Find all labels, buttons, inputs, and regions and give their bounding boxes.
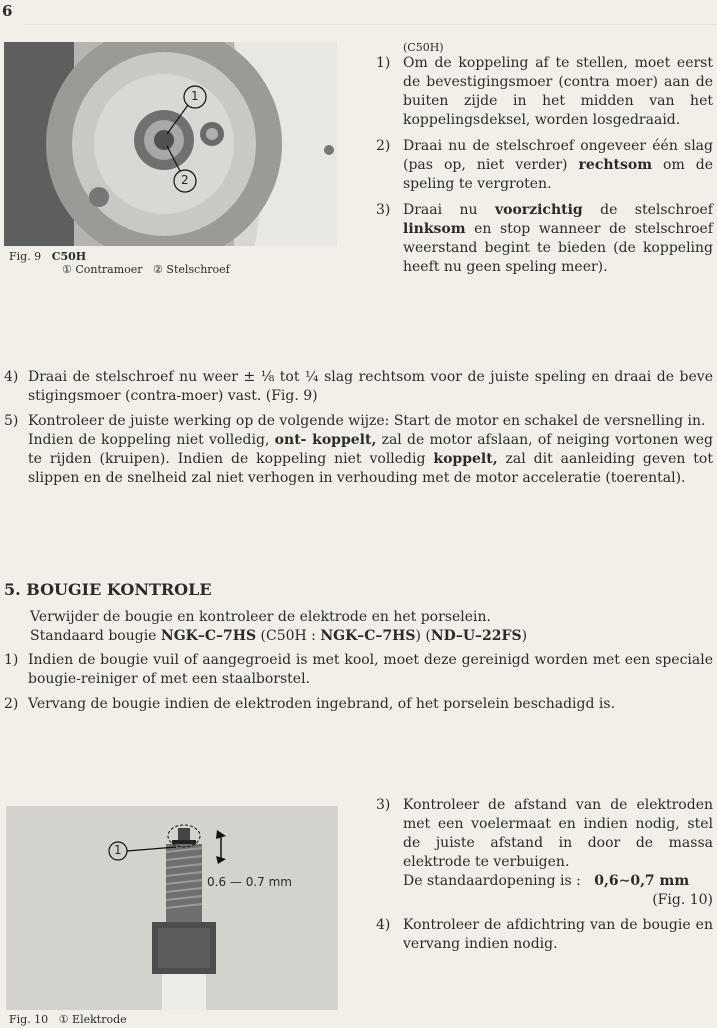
step-3-number: 3) [376, 202, 391, 218]
step-2-bold: rechtsom [578, 157, 653, 173]
section-5-heading: 5. BOUGIE KONTROLE [4, 580, 212, 599]
step-3-mid: de stelschroef [582, 202, 713, 218]
plug-step-2-number: 2) [4, 696, 19, 712]
fig9-caption-number [9, 250, 86, 264]
fig10-caption-label: Fig. 10 [9, 1013, 49, 1026]
step-3-text [403, 201, 713, 277]
fig10-legend: ① Elektrode [58, 1013, 127, 1026]
std-plug-2: NGK–C–7HS [320, 628, 416, 644]
step-3-pre: Draai nu [403, 202, 495, 218]
plug-step-1-number: 1) [4, 652, 19, 668]
standard-gap-value: 0,6∼0,7 mm [594, 873, 690, 889]
section-a-model: (C50H) [403, 41, 444, 54]
step-2 [376, 137, 713, 194]
step-5-text-1: Kontroleer de juiste werking op de volgende wijze: Start de motor en schakel de versnelling in. [28, 413, 706, 429]
section-b [4, 368, 713, 488]
std-mid2: ) ( [415, 628, 431, 644]
step-2-pre: Draai nu de stelschroef ongeveer één slag (pas op, niet verder) [403, 138, 713, 173]
step-4 [4, 368, 713, 406]
fig10-gap-label: 0.6 — 0.7 mm [207, 875, 292, 889]
step-3-post: en stop wanneer de stelschroef weerstand begint te bieden (de koppeling heeft nu geen speling meer). [403, 221, 713, 275]
step-5-post: zal dit aanleiding geven tot slippen en de snelheid zal niet verhogen in verhouding met de motor acceleratie (toerental). [28, 451, 713, 486]
plug-step-2-text: Vervang de bougie indien de elektroden ingebrand, of het porselein beschadigd is. [28, 696, 616, 712]
spark-plug-illustration [6, 806, 338, 1010]
clutch-cover-illustration [4, 42, 337, 248]
step-2-post: om de speling te vergroten. [403, 157, 713, 192]
fig9-caption-label: Fig. 9 [9, 250, 42, 263]
plug-step-1-text: Indien de bougie vuil of aangegroeid is met kool, moet deze gereinigd worden met een speciale bougie-reiniger of met een staalborstel. [28, 652, 713, 687]
plug-step-2 [4, 695, 713, 714]
std-post: ) [521, 628, 528, 644]
header-rule [24, 24, 717, 25]
fig10-callout-1: 1 [114, 843, 122, 857]
figure-10-caption [9, 1013, 127, 1027]
gap-step-3-body [403, 796, 713, 910]
fig9-caption-model: C50H [51, 250, 87, 263]
std-plug-1: NGK–C–7HS [160, 628, 257, 644]
fig9-legend-2: ② Stelschroef [153, 263, 230, 276]
figure-10-photo [6, 806, 338, 1010]
gap-step-4 [376, 916, 713, 954]
step-3 [376, 201, 713, 277]
standard-plug-line [30, 627, 713, 646]
section-5-intro [30, 608, 713, 646]
page-number: 6 [2, 2, 13, 20]
fig9-legend [62, 263, 230, 277]
standard-gap-label: De standaardopening is : [403, 873, 581, 889]
step-3-bold: voorzichtig [494, 202, 583, 218]
gap-step-4-number: 4) [376, 917, 391, 933]
gap-step-3-text: Kontroleer de afstand van de elektroden met een voelermaat en indien nodig, stel de juiste afstand in door de massa elektrode te verbuigen. [403, 797, 713, 870]
gap-step-4-text: Kontroleer de afdichtring van de bougie en vervang indien nodig. [403, 917, 713, 952]
step-5-bold1: ont- koppelt, [274, 432, 377, 448]
step-2-text [403, 137, 713, 194]
fig9-legend-1: ① Contramoer [62, 263, 143, 276]
step-2-number: 2) [376, 138, 391, 154]
section-5-list [4, 651, 713, 714]
step-1-number: 1) [376, 55, 391, 71]
section-c [376, 796, 713, 954]
step-5-mid: zal de motor afslaan, of neiging vortonen weg te rijden (kruipen). Indien de koppeling niet volledig [28, 432, 713, 467]
gap-figure-ref: (Fig. 10) [652, 892, 713, 908]
fig9-callout-2: 2 [181, 173, 189, 187]
step-5-pre: Indien de koppeling niet volledig, [28, 432, 275, 448]
section-a-list [376, 54, 713, 277]
step-4-text: Draai de stelschroef nu weer ± ⅛ tot ¼ slag rechtsom voor de juiste speling en draai de beve stigingsmoer (contra-moer) vast. (Fig. 9) [28, 369, 713, 404]
gap-step-3-number: 3) [376, 797, 391, 813]
section-5-intro-line: Verwijder de bougie en kontroleer de elektrode en het porselein. [30, 609, 491, 625]
step-5-bold2: koppelt, [433, 451, 498, 467]
step-4-number: 4) [4, 369, 19, 385]
step-1-text: Om de koppeling af te stellen, moet eerst de bevestigingsmoer (contra moer) aan de buiten zijde in het midden van het koppelingsdeksel, worden losgedraaid. [403, 55, 713, 128]
figure-9-photo [4, 42, 337, 248]
std-plug-3: ND–U–22FS [430, 628, 522, 644]
step-3-bold2: linksom [403, 221, 466, 237]
step-5 [4, 412, 713, 488]
step-1 [376, 54, 713, 130]
plug-step-1 [4, 651, 713, 689]
std-mid: (C50H : [256, 628, 321, 644]
step-5-number: 5) [4, 413, 19, 429]
std-pre: Standaard bougie [30, 628, 161, 644]
gap-step-3 [376, 796, 713, 910]
fig9-callout-1: 1 [191, 89, 199, 103]
step-5-text [28, 412, 713, 488]
